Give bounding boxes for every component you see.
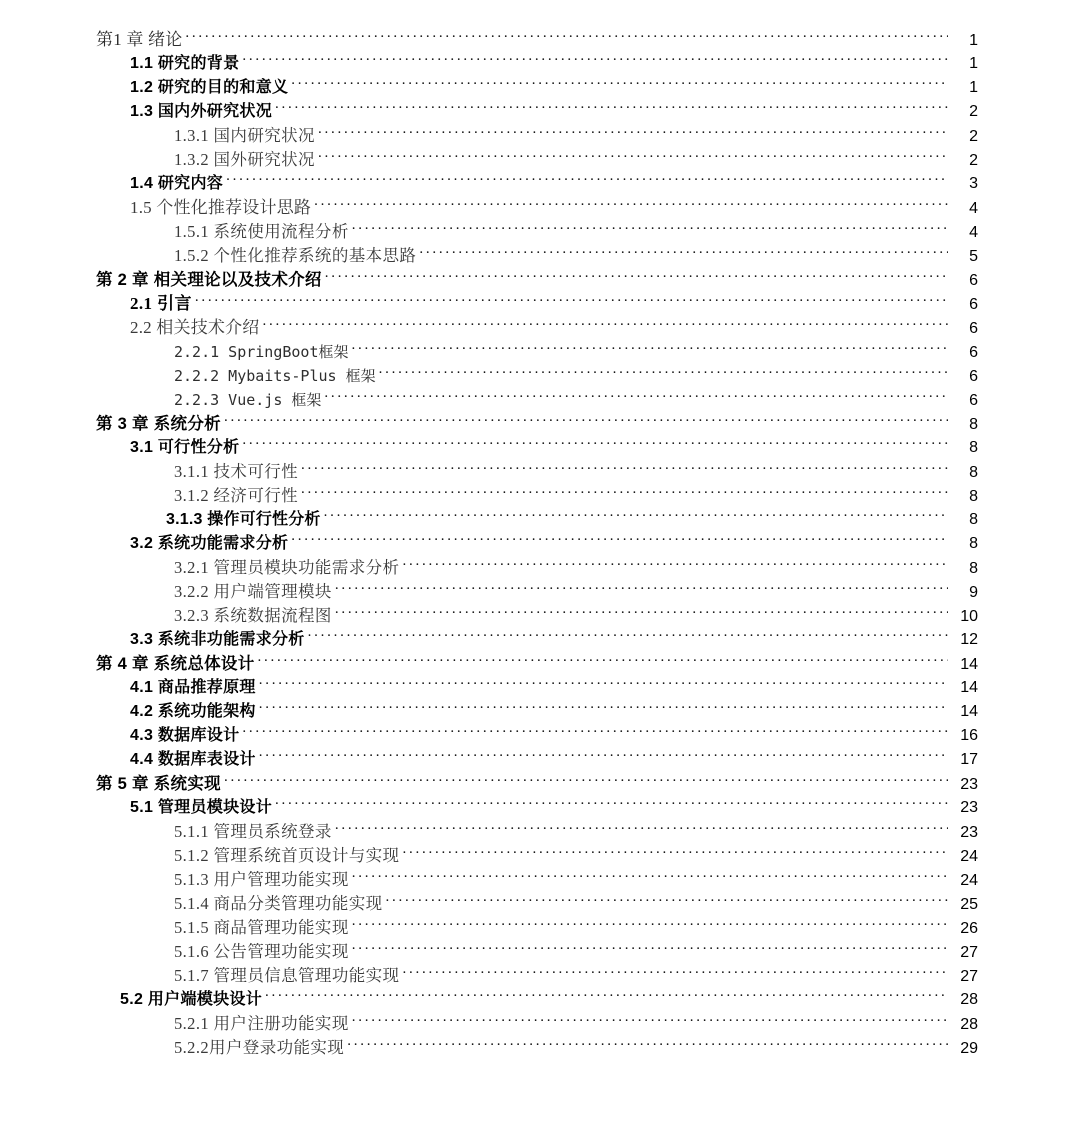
toc-entry[interactable] [130,196,978,220]
toc-leader-dots [224,413,948,429]
toc-leader-dots [259,676,948,692]
toc-leader-dots [347,1037,948,1053]
toc-page-number: 14 [960,703,978,720]
toc-entry[interactable] [174,868,978,892]
toc-leader-dots [419,245,948,261]
toc-entry[interactable] [174,1012,978,1036]
toc-entry[interactable] [130,292,978,316]
toc-entry-label: 3.2.3 系统数据流程图 [174,606,332,625]
toc-leader-dots [185,29,948,45]
toc-entry-label: 3.1 可行性分析 [130,439,240,456]
toc-entry-label: 4.3 数据库设计 [130,727,240,744]
toc-leader-dots [242,52,948,68]
toc-entry-label: 3.2 系统功能需求分析 [130,535,289,552]
toc-leader-dots [318,149,948,165]
toc-page-number: 2 [969,152,978,169]
toc-page-number: 1 [969,55,978,72]
toc-page-number: 6 [969,368,978,385]
toc-entry-label: 3.3 系统非功能需求分析 [130,631,305,648]
toc-page-number: 28 [960,991,978,1008]
toc-entry-label: 4.2 系统功能架构 [130,703,256,720]
toc-leader-dots [242,436,948,452]
toc-entry-label: 3.2.1 管理员模块功能需求分析 [174,558,400,577]
toc-entry[interactable] [130,628,978,652]
toc-leader-dots [318,125,948,141]
toc-page-number: 8 [969,416,978,433]
toc-page-number: 27 [960,944,978,961]
toc-entry[interactable] [130,700,978,724]
toc-entry-label: 5.1 管理员模块设计 [130,799,272,816]
toc-leader-dots [352,941,948,957]
toc-page-number: 8 [969,560,978,577]
toc-entry-label: 5.1.7 管理员信息管理功能实现 [174,966,400,985]
toc-page-number: 23 [960,799,978,816]
toc-entry-label: 第 5 章 系统实现 [96,775,221,793]
toc-page-number: 12 [960,631,978,648]
toc-entry-label: 3.1.3 操作可行性分析 [166,511,321,528]
toc-entry[interactable] [130,172,978,196]
toc-entry[interactable] [130,532,978,556]
toc-page-number: 8 [969,439,978,456]
toc-page-number: 4 [969,224,978,241]
toc-entry-label: 5.1.4 商品分类管理功能实现 [174,894,383,913]
toc-leader-dots [224,773,948,789]
toc-page-number: 26 [960,920,978,937]
toc-entry-label: 1.5.2 个性化推荐系统的基本思路 [174,246,417,265]
toc-leader-dots [379,365,948,381]
toc-entry[interactable] [130,676,978,700]
toc-entry[interactable] [174,364,978,388]
toc-entry[interactable] [130,316,978,340]
toc-entry[interactable] [174,388,978,412]
toc-entry[interactable] [174,916,978,940]
toc-page-number: 24 [960,848,978,865]
toc-entry-label: 3.1.2 经济可行性 [174,486,299,505]
toc-entry-label: 5.1.3 用户管理功能实现 [174,870,349,889]
toc-entry-label: 第1 章 绪论 [96,30,183,49]
toc-page-number: 6 [969,344,978,361]
toc-entry[interactable] [96,28,978,52]
toc-page-number: 29 [960,1040,978,1057]
toc-entry-label: 4.1 商品推荐原理 [130,679,256,696]
toc-entry-label: 2.2.1 SpringBoot框架 [174,343,349,361]
toc-leader-dots [324,508,948,524]
toc-entry[interactable] [96,412,978,436]
toc-entry-label: 5.2.1 用户注册功能实现 [174,1014,349,1033]
toc-entry-label: 1.4 研究内容 [130,175,224,192]
toc-entry-label: 2.2 相关技术介绍 [130,318,260,337]
toc-leader-dots [335,605,948,621]
toc-page-number: 9 [969,584,978,601]
toc-entry-label: 1.1 研究的背景 [130,55,240,72]
toc-entry-label: 3.2.2 用户端管理模块 [174,582,332,601]
toc-leader-dots [335,821,948,837]
toc-entry-label: 1.3 国内外研究状况 [130,103,272,120]
toc-page-number: 24 [960,872,978,889]
toc-entry-label: 1.2 研究的目的和意义 [130,79,289,96]
toc-leader-dots [386,893,948,909]
toc-page-number: 23 [960,776,978,793]
toc-entry-label: 第 2 章 相关理论以及技术介绍 [96,271,322,289]
toc-page-number: 27 [960,968,978,985]
toc-entry[interactable] [174,460,978,484]
toc-leader-dots [402,557,948,573]
toc-page-number: 5 [969,248,978,265]
toc-entry-label: 5.1.5 商品管理功能实现 [174,918,349,937]
toc-page-number: 6 [969,392,978,409]
toc-page-number: 1 [969,32,978,49]
toc-page-number: 14 [960,656,978,673]
toc-entry-label: 1.3.1 国内研究状况 [174,126,315,145]
toc-entry[interactable] [96,268,978,292]
toc-entry-label: 5.2.2用户登录功能实现 [174,1038,345,1057]
toc-entry[interactable] [174,844,978,868]
toc-page-number: 6 [969,320,978,337]
toc-leader-dots [259,748,948,764]
toc-leader-dots [301,485,948,501]
toc-page-number: 2 [969,103,978,120]
toc-page-number: 8 [969,511,978,528]
toc-entry[interactable] [174,580,978,604]
toc-entry-label: 5.2 用户端模块设计 [120,991,262,1008]
toc-leader-dots [275,796,948,812]
toc-entry-label: 第 3 章 系统分析 [96,415,221,433]
toc-entry-label: 2.1 引言 [130,294,192,313]
toc-page-number: 2 [969,128,978,145]
toc-entry[interactable] [174,484,978,508]
toc-entry[interactable] [130,52,978,76]
toc-entry[interactable] [166,508,978,532]
toc-leader-dots [324,389,948,405]
toc-page-number: 4 [969,200,978,217]
toc-page-number: 14 [960,679,978,696]
toc-entry-label: 1.5 个性化推荐设计思路 [130,198,312,217]
toc-entry[interactable] [174,148,978,172]
toc-leader-dots [195,293,948,309]
toc-leader-dots [352,1013,948,1029]
toc-leader-dots [258,653,948,669]
toc-entry-label: 3.1.1 技术可行性 [174,462,299,481]
toc-leader-dots [335,581,948,597]
toc-page-number: 17 [960,751,978,768]
toc-page-number: 23 [960,824,978,841]
toc-entry[interactable] [174,1036,978,1060]
toc-leader-dots [402,845,948,861]
toc-entry[interactable] [130,100,978,124]
toc-entry[interactable] [174,940,978,964]
toc-entry[interactable] [174,340,978,364]
toc-entry[interactable] [130,748,978,772]
toc-page-number: 8 [969,488,978,505]
toc-leader-dots [265,988,948,1004]
toc-page-number: 28 [960,1016,978,1033]
toc-leader-dots [325,269,948,285]
toc-entry[interactable] [130,436,978,460]
toc-page-number: 8 [969,535,978,552]
toc-page-number: 10 [960,608,978,625]
toc-entry[interactable] [96,652,978,676]
toc-entry[interactable] [130,76,978,100]
toc-entry-label: 2.2.3 Vue.js 框架 [174,391,322,409]
toc-entry[interactable] [130,724,978,748]
toc-leader-dots [402,965,948,981]
toc-entry[interactable] [96,772,978,796]
toc-leader-dots [226,172,948,188]
toc-leader-dots [301,461,948,477]
toc-leader-dots [352,869,948,885]
toc-leader-dots [263,317,949,333]
toc-entry[interactable] [174,892,978,916]
toc-page-number: 25 [960,896,978,913]
toc-entry[interactable] [174,604,978,628]
toc-entry-label: 1.3.2 国外研究状况 [174,150,315,169]
toc-entry[interactable] [174,964,978,988]
toc-entry-label: 第 4 章 系统总体设计 [96,655,255,673]
toc-leader-dots [275,100,948,116]
toc-leader-dots [314,197,948,213]
toc-entry-label: 5.1.2 管理系统首页设计与实现 [174,846,400,865]
toc-page-number: 1 [969,79,978,96]
toc-entry[interactable] [120,988,978,1012]
toc-entry[interactable] [174,124,978,148]
toc-leader-dots [291,532,948,548]
toc-page-number: 8 [969,464,978,481]
toc-entry-label: 5.1.6 公告管理功能实现 [174,942,349,961]
toc-entry-label: 5.1.1 管理员系统登录 [174,822,332,841]
toc-leader-dots [291,76,948,92]
toc-page-number: 3 [969,175,978,192]
toc-entry-label: 4.4 数据库表设计 [130,751,256,768]
toc-entry[interactable] [130,796,978,820]
toc-entry[interactable] [174,220,978,244]
toc-page-number: 6 [969,296,978,313]
toc-leader-dots [352,221,948,237]
toc-leader-dots [242,724,948,740]
toc-leader-dots [308,628,948,644]
toc-entry-label: 1.5.1 系统使用流程分析 [174,222,349,241]
toc-leader-dots [259,700,948,716]
toc-leader-dots [352,917,948,933]
toc-page-number: 16 [960,727,978,744]
toc-leader-dots [352,341,949,357]
toc-entry[interactable] [174,244,978,268]
toc-entry[interactable] [174,556,978,580]
toc-page-number: 6 [969,272,978,289]
toc-entry[interactable] [174,820,978,844]
table-of-contents [96,28,978,1060]
toc-entry-label: 2.2.2 Mybaits-Plus 框架 [174,367,376,385]
